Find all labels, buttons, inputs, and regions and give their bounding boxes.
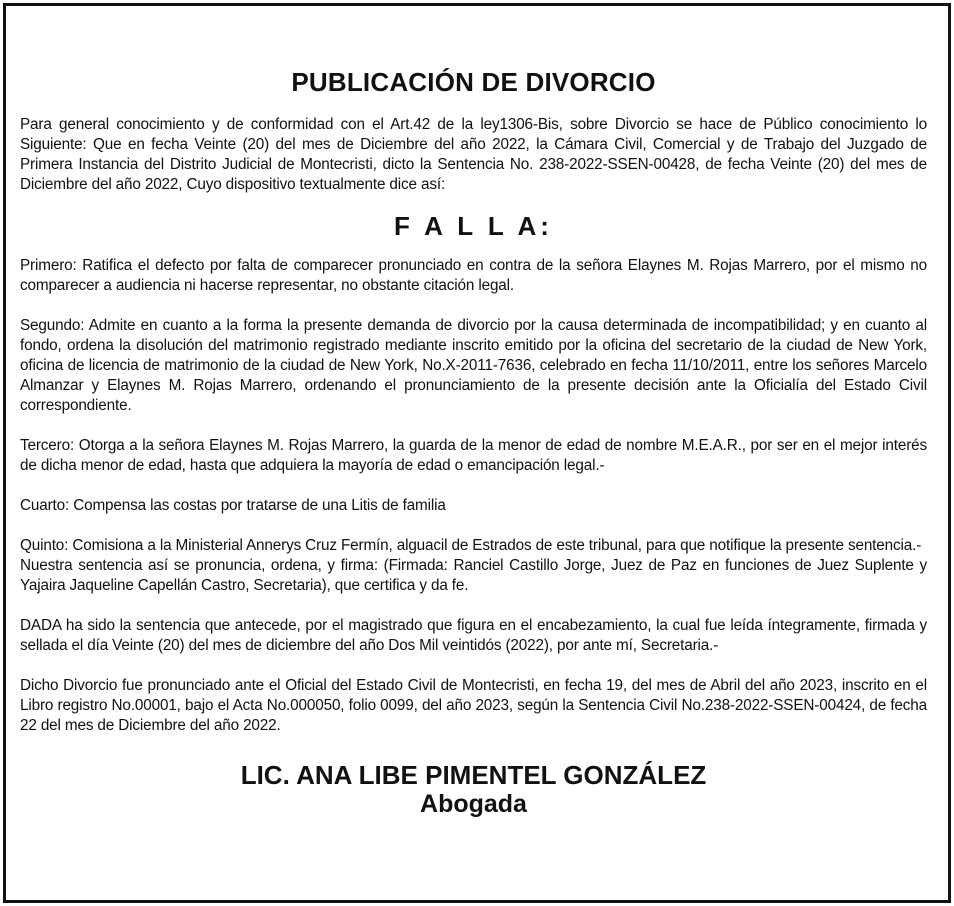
falla-heading: F A L L A:	[394, 211, 553, 241]
signature-role: Abogada	[420, 790, 527, 818]
paragraph-dada: DADA ha sido la sentencia que antecede, por el magistrado que figura en el encabezamiento, la cual fue leída íntegramente, firmada y sellada el día Veinte (20) del mes de diciembre del año Dos Mil veintidós (2022), por ante mí, Secretaria.-	[20, 617, 927, 654]
publication-title: PUBLICACIÓN DE DIVORCIO	[291, 67, 656, 97]
paragraph-tercero: Tercero: Otorga a la señora Elaynes M. Rojas Marrero, la guarda de la menor de edad de nombre M.E.A.R., por ser en el mejor interés de dicha menor de edad, hasta que adquiera la mayoría de edad o emancipación legal.-	[20, 437, 927, 474]
intro-paragraph: Para general conocimiento y de conformidad con el Art.42 de la ley1306-Bis, sobre Divorcio se hace de Público conocimiento lo Siguiente: Que en fecha Veinte (20) del mes de Diciembre del año 2022, la Cámara Civil, Comercial y de Trabajo del Juzgado de Primera Instancia del Distrito Judicial de Montecristi, dicto la Sentencia No. 238-2022-SSEN-00428, de fecha Veinte (20) del mes de Diciembre del año 2022, Cuyo dispositivo textualmente dice así:	[20, 116, 927, 193]
signature-name: LIC. ANA LIBE PIMENTEL GONZÁLEZ	[240, 760, 707, 790]
signature-block	[20, 760, 927, 818]
paragraph-segundo: Segundo: Admite en cuanto a la forma la presente demanda de divorcio por la causa determinada de incompatibilidad; y en cuanto al fondo, ordena la disolución del matrimonio registrado mediante inscrito emitido por la oficina del secretario de la ciudad de New York, oficina de licencia de matrimonio de la ciudad de New York, No.X-2011-7636, celebrado en fecha 11/10/2011, entre los señores Marcelo Almanzar y Elaynes M. Rojas Marrero, ordenando el pronunciamiento de la presente decisión ante la Oficialía del Estado Civil correspondiente.	[20, 317, 927, 414]
paragraph-firma: Nuestra sentencia así se pronuncia, ordena, y firma: (Firmada: Ranciel Castillo Jorge, Juez de Paz en funciones de Juez Suplente y Yajaira Jaqueline Capellán Castro, Secretaria), que certifica y da fe.	[20, 557, 927, 594]
paragraph-cuarto: Cuarto: Compensa las costas por tratarse de una Litis de familia	[20, 497, 446, 514]
paragraph-dicho: Dicho Divorcio fue pronunciado ante el Oficial del Estado Civil de Montecristi, en fecha 19, del mes de Abril del año 2023, inscrito en el Libro registro No.00001, bajo el Acta No.000050, folio 0099, del año 2023, según la Sentencia Civil No.238-2022-SSEN-00424, de fecha 22 del mes de Diciembre del año 2022.	[20, 677, 927, 734]
paragraph-primero: Primero: Ratifica el defecto por falta de comparecer pronunciado en contra de la señora Elaynes M. Rojas Marrero, por el mismo no comparecer a audiencia ni hacerse representar, no obstante citación legal.	[20, 257, 927, 294]
publication-body	[20, 67, 927, 818]
paragraph-quinto: Quinto: Comisiona a la Ministerial Annerys Cruz Fermín, alguacil de Estrados de este tribunal, para que notifique la presente sentencia.-	[20, 537, 922, 554]
